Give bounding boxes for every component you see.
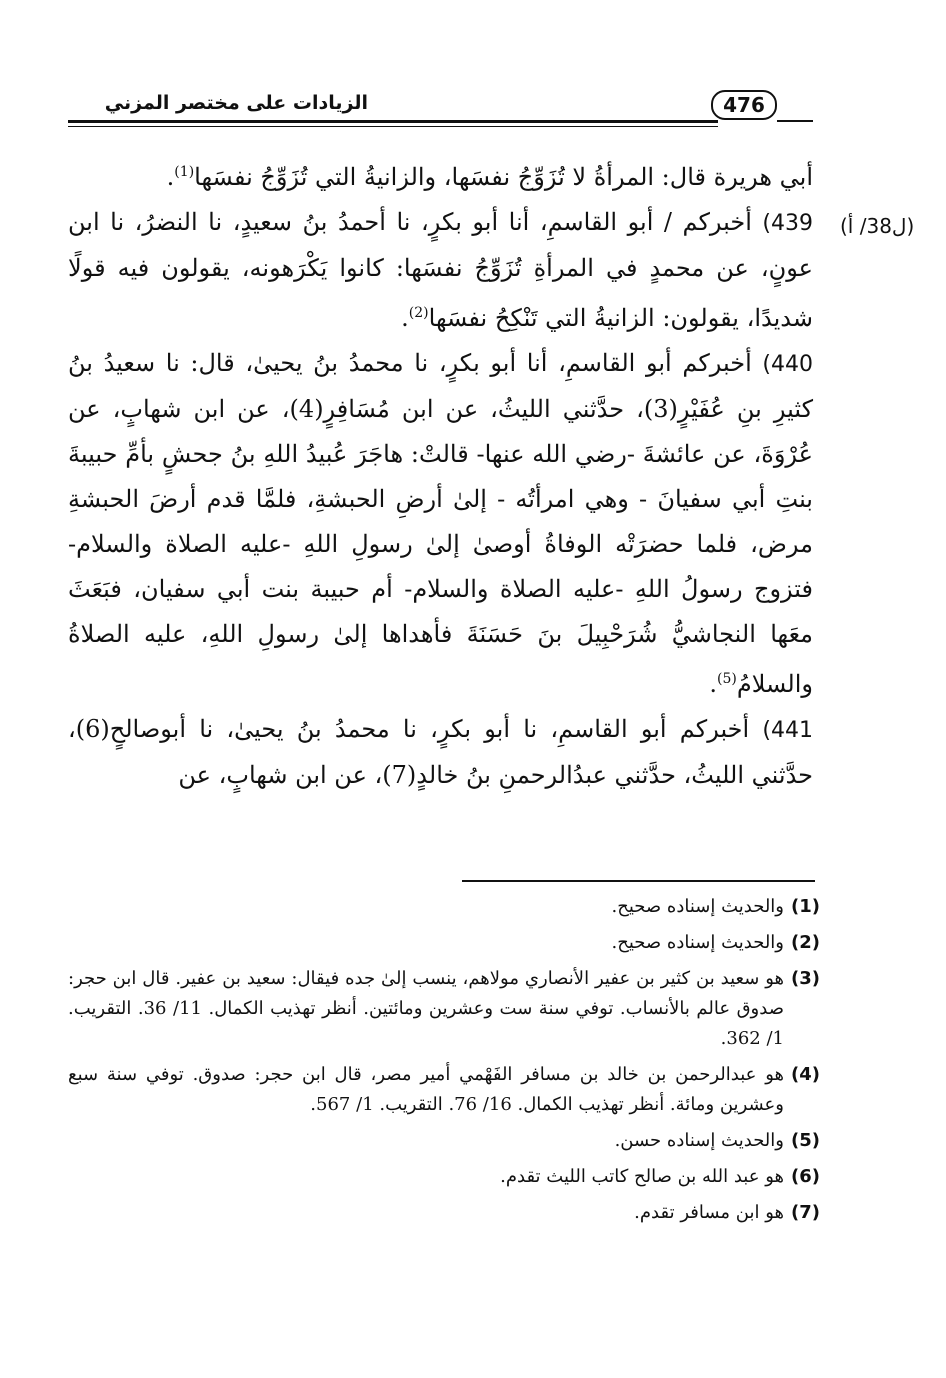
paragraph [68, 341, 813, 707]
manuscript-folio-note: (ل38/ أ) [840, 214, 915, 238]
paragraph-text: أخبركم أبو القاسمِ، نا أبو بكرٍ، نا محمدُ بنُ يحيىٰ، نا أبوصالحٍ(6)، حدَّثني الليثُ، حدَّثني عبدُالرحمنِ بنُ خالدٍ(7)، عن ابن شهابٍ، عن [68, 715, 813, 789]
footnote-number: (2) [791, 932, 820, 953]
header-rule-thin [68, 126, 718, 127]
footnote-text: هو ابن مسافر تقدم. [634, 1202, 784, 1223]
running-title: الزيادات على مختصر المزني [104, 92, 368, 114]
footnote [68, 1126, 820, 1156]
footnote-text: هو عبدالرحمن بن خالد بن مسافر الفَهْمي أمير مصر، قال ابن حجر: صدوق. توفي سنة سبع وعشرين ومائة. أنظر تهذيب الكمال. 16/ 76. التقريب. 1/ 567. [68, 1064, 784, 1115]
paragraph-tail: . [709, 670, 717, 698]
paragraph [68, 150, 813, 200]
footnote-separator [462, 880, 815, 882]
paragraph-text: أخبركم أبو القاسمِ، أنا أبو بكرٍ، نا محمدُ بنُ يحيىٰ، قال: نا سعيدُ بنُ كثيرِ بنِ عُفَيْرٍ(3)، حدَّثني الليثُ، عن ابن مُسَافِرٍ(4)، عن ابن شهابٍ، عن عُرْوَةَ، عن عائشةَ -رضي الله عنها- قالتْ: هاجَرَ عُبيدُ اللهِ بنُ جحشٍ بأمِّ حبيبةَ بنتِ أبي سفيانَ - وهي امرأتُه - إلىٰ أرضِ الحبشةِ، فلمَّا قدم أرضَ الحبشةِ مرض، فلما حضرَتْه الوفاةُ أوصىٰ إلىٰ رسولِ اللهِ -عليه الصلاة والسلام- فتزوج رسولُ اللهِ -عليه الصلاة والسلام- أم حبيبة بنت أبي سفيان، فبَعَثَ معَها النجاشيُّ شُرَحْبِيلَ بنَ حَسَنَةَ فأهداها إلىٰ رسولِ اللهِ، عليه الصلاةُ والسلامُ [68, 349, 813, 698]
footnote-number: (4) [791, 1064, 820, 1085]
footnote-text: والحديث إسناده صحيح. [611, 932, 784, 953]
footnote [68, 1060, 820, 1120]
footnote-number: (6) [791, 1166, 820, 1187]
header-rule-thick [68, 120, 718, 123]
footnote-number: (7) [791, 1202, 820, 1223]
paragraph [68, 707, 813, 798]
header-rule-right [777, 120, 813, 122]
footnote [68, 1198, 820, 1228]
footnote-ref: (1) [174, 164, 195, 180]
footnote [68, 1162, 820, 1192]
paragraph-text: أخبركم / أبو القاسمِ، أنا أبو بكرٍ، نا أحمدُ بنُ سعيدٍ، نا النضرُ، نا ابن عونٍ، عن محمدٍ في المرأةِ تُزَوِّجُ نفسَها: كانوا يَكْرَهونه، يقولون فيه قولًا شديدًا، يقولون: الزانيةُ التي تَنْكِحُ نفسَها [68, 208, 813, 332]
paragraph-tail: . [166, 163, 175, 191]
paragraph-tail: . [401, 304, 409, 332]
paragraph [68, 200, 813, 341]
paragraph-text: أبي هريرة قال: المرأةُ لا تُزَوِّجُ نفسَها، والزانيةُ التي تُزَوِّجُ نفسَها [194, 163, 813, 191]
footnote [68, 892, 820, 922]
footnote-ref: (5) [716, 671, 737, 687]
footnote-ref: (2) [408, 305, 429, 321]
hadith-number: 441) [762, 718, 813, 743]
footnote-number: (5) [791, 1130, 820, 1151]
hadith-number: 439) [762, 211, 813, 236]
footnote-text: هو سعيد بن كثير بن عفير الأنصاري مولاهم، ينسب إلىٰ جده فيقال: سعيد بن عفير. قال ابن حجر: صدوق عالم بالأنساب. توفي سنة ست وعشرين ومائتين. أنظر تهذيب الكمال. 11/ 36. التقريب. 1/ 362. [68, 968, 784, 1049]
footnote-number: (1) [791, 896, 820, 917]
page-header [68, 86, 813, 134]
footnote [68, 928, 820, 958]
footnote-number: (3) [791, 968, 820, 989]
footnote-text: هو عبد الله بن صالح كاتب الليث تقدم. [500, 1166, 784, 1187]
footnote-text: والحديث إسناده صحيح. [611, 896, 784, 917]
footnote-text: والحديث إسناده حسن. [614, 1130, 784, 1151]
footnote [68, 964, 820, 1054]
hadith-number: 440) [762, 352, 813, 377]
footnotes [68, 892, 820, 1234]
main-text [68, 150, 813, 798]
page-number: 476 [711, 90, 777, 120]
